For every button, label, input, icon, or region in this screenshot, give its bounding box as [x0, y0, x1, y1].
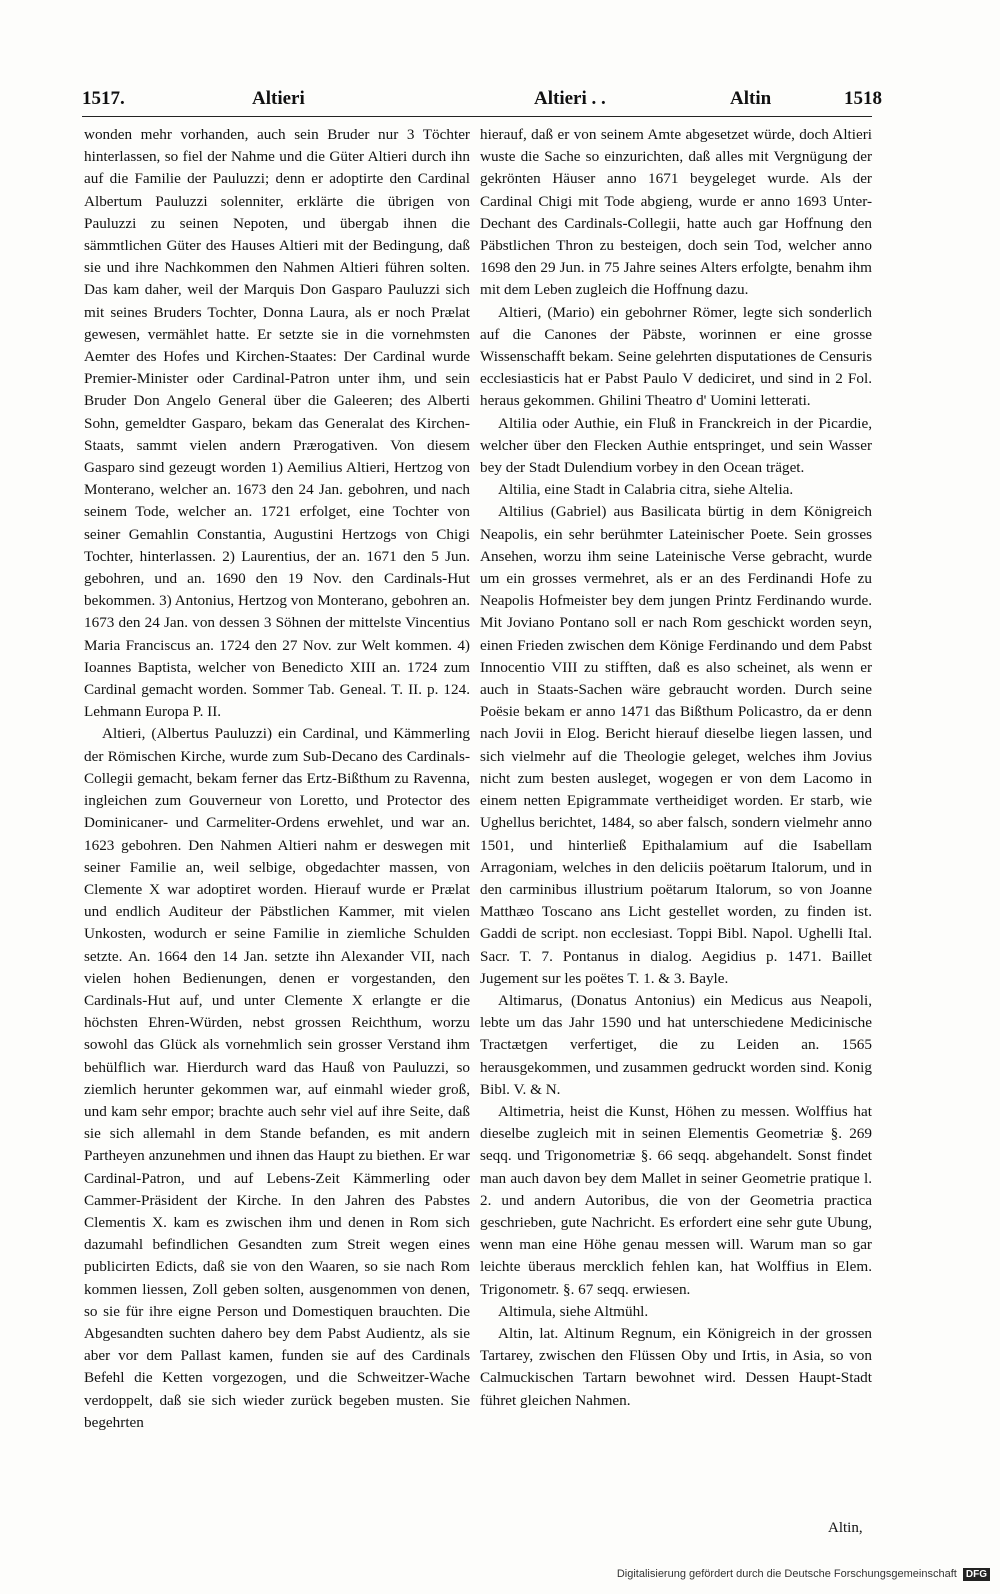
- left-running-head: Altieri: [252, 88, 305, 109]
- footer-credit: [617, 1568, 990, 1581]
- paragraph: Altimula, siehe Altmühl.: [498, 1302, 649, 1320]
- footer-text: Digitalisierung gefördert durch die Deutsche Forschungsgemeinschaft: [616, 1568, 957, 1580]
- paragraph: Altilia, eine Stadt in Calabria citra, siehe Altelia.: [498, 481, 794, 499]
- paragraph: Altimarus, (Donatus Antonius) ein Medicus aus Neapoli, lebte um das Jahr 1590 und hat unterschiedene Medicinische Tractætgen verfertiget, die zu Leiden an. 1565 herausgekommen, und zusammen gedruckt worden sind. Konig Bibl. V. & N.: [480, 991, 872, 1098]
- paragraph: Altimetria, heist die Kunst, Höhen zu messen. Wolffius hat dieselbe zugleich mit in seinen Elementis Geometriæ §. 269 seqq. und Trigonometriæ §. 66 seqq. abgehandelt. Sonst findet man auch davon bey dem Mallet in seiner Geometrie pratique l. 2. und andern Autoribus, die von der Geometria practica geschrieben, gute Nachricht. Es erfordert eine sehr gute Ubung, wenn man eine Höhe genau messen will. Warum man so gar leichte überaus mercklich fehlen kan, hat Wolffius in Elem. Trigonometr. §. 67 seqq. erwiesen.: [480, 1102, 872, 1298]
- left-page-number: 1517.: [82, 88, 125, 109]
- paragraph: hierauf, daß er von seinem Amte abgesetzet würde, doch Altieri wuste die Sache so einzurichten, daß alles mit Vergnügung der gekrönten Häuser anno 1671 beygeleget wurde. Als der Cardinal Chigi mit Tode abgieng, wurde er anno 1693 Unter-Dechant des Cardinals-Collegii, hatte auch gar Hoffnung den Päbstlichen Thron zu besteigen, doch sein Tod, welcher anno 1698 den 29 Jun. in 75 Jahre seines Alters erfolgte, benahm ihm mit dem Leben zugleich die Hoffnung dazu.: [480, 126, 872, 299]
- paragraph: Altieri, (Mario) ein gebohrner Römer, legte sich sonderlich auf die Canones der Päbste, worinnen er eine grosse Wissenschafft bekam. Seine gelehrten disputationes de Censuris ecclesiasticis hat er Pabst Paulo V dediciret, und sind in 2 Fol. heraus gekommen. Ghilini Theatro d' Uomini letterati.: [480, 303, 872, 410]
- paragraph: wonden mehr vorhanden, auch sein Bruder nur 3 Töchter hinterlassen, so fiel der Nahme und die Güter Altieri durch ihn auf die Familie der Pauluzzi; denn er adoptirte den Cardinal Albertum Pauluzzi solenniter, erklärte die übrigen von Pauluzzi zu seinen Nepoten, und übergab ihnen die sämmtlichen Güter des Hauses Altieri mit der Bedingung, daß sie und ihre Nachkommen den Nahmen Altieri führen solten. Das kam daher, weil der Marquis Don Gasparo Pauluzzi sich mit seines Bruders Tochter, Donna Laura, als er noch Prælat gewesen, vermählet hatte. Er setzte sie in die vornehmsten Aemter des Hofes und Kirchen-Staates: Der Cardinal wurde Premier-Minister oder Cardinal-Patron unter ihm, und sein Bruder Don Angelo General über die Galeeren; des Alberti Sohn, gemeldter Gasparo, bekam das Generalat des Kirchen-Staats, sammt vielen andern Prærogativen. Von diesem Gasparo sind gezeugt worden 1) Aemilius Altieri, Hertzog von Monterano, welcher an. 1673 den 24 Jan. gebohren, und nach seinem Tode, welcher an. 1721 erfolget, eine Tochter von seiner Gemahlin Constantia, Augustini Hertzogs von Chigi Tochter, hinterlassen. 2) Laurentius, der an. 1671 den 5 Jun. gebohren, und an. 1690 den 19 Nov. den Cardinals-Hut bekommen. 3) Antonius, Hertzog von Monterano, gebohren an. 1673 den 24 Jan. von dessen 3 Söhnen der mittelste Vincentius Maria Franciscus an. 1724 den 27 Nov. zur Welt kommen. 4) Ioannes Baptista, welcher von Benedicto XIII an. 1724 zum Cardinal gemacht worden. Sommer Tab. Geneal. T. II. p. 124. Lehmann Europa P. II.: [84, 126, 470, 721]
- right-running-head-first: Altieri . .: [534, 88, 606, 109]
- header-rule: [82, 116, 872, 117]
- left-column: [84, 124, 470, 1434]
- paragraph: Altin, lat. Altinum Regnum, ein Königreich in der grossen Tartarey, zwischen den Flüssen Oby und Irtis, in Asia, so von Calmuckischen Tartarn bewohnet wird. Dessen Haupt-Stadt führet gleichen Nahmen.: [480, 1324, 872, 1409]
- right-page-number: 1518: [844, 88, 882, 109]
- dfg-logo: DFG: [963, 1568, 990, 1581]
- catchword: Altin,: [828, 1520, 863, 1536]
- right-column: [480, 124, 872, 1412]
- paragraph: Altieri, (Albertus Pauluzzi) ein Cardinal, und Kämmerling der Römischen Kirche, wurde zum Sub-Decano des Cardinals-Collegii gemacht, bekam ferner das Ertz-Bißthum zu Ravenna, ingleichen zum Gouverneur von Loretto, und Protector des Dominicaner- und Carmeliter-Ordens erwehlet, und war an. 1623 gebohren. Den Nahmen Altieri nahm er deswegen mit seiner Familie an, weil selbige, obgedachter massen, von Clemente X war adoptiret worden. Hierauf wurde er Prælat und endlich Auditeur der Päbstlichen Kammer, mit vielen Unkosten, wodurch er seine Familie in ziemliche Schulden setzte. An. 1664 den 14 Jan. setzte ihn Alexander VII, nach vielen hohen Bedienungen, denen er vorgestanden, den Cardinals-Hut auf, und unter Clemente X erlangte er die höchsten Ehren-Würden, nebst grossen Reichthum, worzu sowohl das Glück als vornehmlich sein grosser Verstand ihm behülflich war. Hierdurch ward das Hauß von Pauluzzi, so ziemlich herunter gekommen war, auf einmahl wieder groß, und kam sehr empor; brachte auch sehr viel auf ihre Seite, daß sie sich allemahl in dem Stande befanden, es mit andern Partheyen anzunehmen und ihnen das Haupt zu biethen. Er war Cardinal-Patron, und auf Lebens-Zeit Kämmerling oder Cammer-Präsident der Kirche. In den Jahren des Pabstes Clementis X. kam es zwischen ihm und denen in Rom sich dazumahl befindlichen Gesandten zum Streit wegen eines publicirten Edicts, daß sie von den Waaren, so sie nach Rom kommen liessen, Zoll geben solten, ausgenommen von denen, so sie für ihre eigne Person und Domestiquen brauchten. Die Abgesandten suchten dahero bey dem Pabst Audientz, als sie aber vor dem Pallast kamen, funden sie auf des Cardinals Befehl die Ketten vorgezogen, und die Schweitzer-Wache verdoppelt, daß sie sich wieder zurück begeben musten. Sie begehrten: [84, 725, 470, 1431]
- paragraph: Altilia oder Authie, ein Fluß in Franckreich in der Picardie, welcher über den Flecken Authie entspringet, und sein Wasser bey der Stadt Dulendium vorbey in den Ocean träget.: [480, 414, 872, 477]
- right-running-head-second: Altin: [730, 88, 772, 109]
- running-header: [82, 88, 882, 118]
- paragraph: Altilius (Gabriel) aus Basilicata bürtig in dem Königreich Neapolis, ein sehr berühmter Lateinischer Poete. Sein grosses Ansehen, worzu ihm seine Lateinische Verse gebracht, wurde um ein grosses vermehret, als er an des Ferdinandi Hofe zu Neapolis Hofmeister bey dem jungen Printz Ferdinando wurde. Mit Joviano Pontano soll er nach Rom geschickt worden seyn, einen Frieden zwischen dem Könige Ferdinando und dem Pabst Innocentio VIII zu stifften, daß es also scheinet, als wenn er auch in Staats-Sachen wäre gebraucht worden. Durch seine Poësie bekam er anno 1471 das Bißthum Policastro, da er denn nach Jovii in Elog. Bericht hierauf dieselbe liegen lassen, und sich vielmehr auf die Theologie geleget, welches ihm Jovius nicht zum besten ausleget, wogegen er von dem Lacomo in einem netten Epigrammate vertheidiget worden. Er starb, wie Ughellus berichtet, 1484, so aber falsch, sondern vielmehr anno 1501, und hinterließ Epithalamium auf die Isabellam Arragoniam, welches in den deliciis poëtarum Italorum, und in den carminibus illustrium poëtarum Italorum, so von Joanne Matthæo Toscano ans Licht gestellet worden, zu finden ist. Gaddi de script. non ecclesiast. Toppi Bibl. Napol. Ughelli Ital. Sacr. T. 7. Pontanus in dialog. Aegidius p. 1471. Baillet Jugement sur les poëtes T. 1. & 3. Bayle.: [480, 503, 872, 987]
